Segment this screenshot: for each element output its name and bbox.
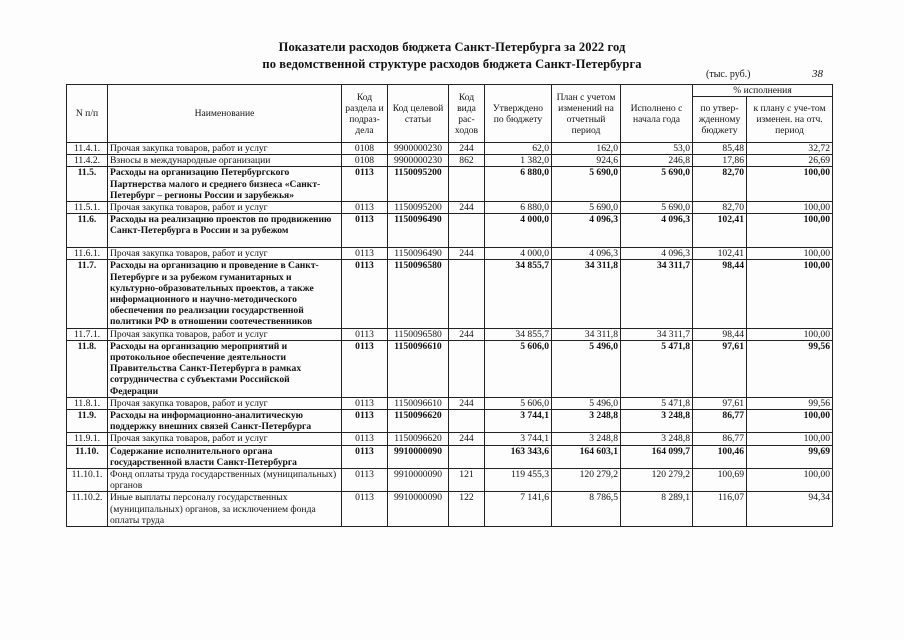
row-approved: 3 744,1 xyxy=(485,410,552,433)
row-number: 11.6. xyxy=(67,214,108,248)
row-number: 11.4.1. xyxy=(67,143,108,155)
row-target-code: 9900000230 xyxy=(388,143,449,155)
row-kind-code xyxy=(449,340,485,397)
row-kind-code xyxy=(449,167,485,202)
row-pct-approved: 100,69 xyxy=(693,469,747,492)
table-row xyxy=(67,214,833,248)
row-executed: 34 311,7 xyxy=(621,328,693,340)
page-number: 38 xyxy=(812,68,823,80)
document-subtitle: по ведомственной структуре расходов бюджета Санкт-Петербурга xyxy=(262,57,642,71)
row-section-code: 0113 xyxy=(342,397,388,409)
row-pct-plan: 100,00 xyxy=(747,328,833,340)
row-pct-approved: 98,44 xyxy=(693,260,747,328)
row-kind-code: 862 xyxy=(449,155,485,167)
row-pct-plan: 99,69 xyxy=(747,445,833,468)
row-pct-approved: 86,77 xyxy=(693,433,747,445)
row-kind-code: 122 xyxy=(449,492,485,527)
col-header-approved: Утверждено по бюджету xyxy=(485,85,552,143)
row-plan: 3 248,8 xyxy=(552,410,621,433)
row-section-code: 0113 xyxy=(342,433,388,445)
row-executed: 3 248,8 xyxy=(621,410,693,433)
table-row xyxy=(67,433,833,445)
row-executed: 4 096,3 xyxy=(621,248,693,260)
row-section-code: 0113 xyxy=(342,248,388,260)
row-number: 11.7.1. xyxy=(67,328,108,340)
row-target-code: 1150096620 xyxy=(388,410,449,433)
row-executed: 3 248,8 xyxy=(621,433,693,445)
row-target-code: 9910000090 xyxy=(388,469,449,492)
row-pct-approved: 97,61 xyxy=(693,397,747,409)
table-row xyxy=(67,397,833,409)
row-approved: 4 000,0 xyxy=(485,214,552,248)
row-number: 11.5. xyxy=(67,167,108,202)
row-kind-code: 244 xyxy=(449,202,485,214)
row-name: Содержание исполнительного органа государственной власти Санкт-Петербурга xyxy=(108,445,342,468)
row-kind-code: 244 xyxy=(449,433,485,445)
row-plan: 4 096,3 xyxy=(552,214,621,248)
col-header-name: Наименование xyxy=(108,85,342,143)
row-plan: 4 096,3 xyxy=(552,248,621,260)
table-row xyxy=(67,469,833,492)
row-number: 11.6.1. xyxy=(67,248,108,260)
row-pct-plan: 100,00 xyxy=(747,214,833,248)
row-pct-plan: 100,00 xyxy=(747,202,833,214)
row-approved: 34 855,7 xyxy=(485,260,552,328)
row-target-code: 1150096610 xyxy=(388,397,449,409)
col-header-pct-plan: к плану с уче-том изменен. на отч. период xyxy=(747,97,833,143)
row-approved: 6 880,0 xyxy=(485,202,552,214)
row-kind-code: 244 xyxy=(449,248,485,260)
row-name: Расходы на организацию Петербургского Партнерства малого и среднего бизнеса «Санкт-Петербург – регионы России и зарубежья» xyxy=(108,167,342,202)
row-target-code: 1150096580 xyxy=(388,260,449,328)
row-executed: 53,0 xyxy=(621,143,693,155)
table-body xyxy=(67,143,833,527)
row-pct-approved: 102,41 xyxy=(693,214,747,248)
row-pct-approved: 97,61 xyxy=(693,340,747,397)
row-target-code: 1150096610 xyxy=(388,340,449,397)
row-number: 11.10.1. xyxy=(67,469,108,492)
row-plan: 34 311,8 xyxy=(552,328,621,340)
row-executed: 5 471,8 xyxy=(621,340,693,397)
row-target-code: 1150096620 xyxy=(388,433,449,445)
row-section-code: 0113 xyxy=(342,340,388,397)
row-plan: 924,6 xyxy=(552,155,621,167)
row-kind-code xyxy=(449,260,485,328)
row-plan: 5 690,0 xyxy=(552,202,621,214)
row-pct-plan: 94,34 xyxy=(747,492,833,527)
row-name: Прочая закупка товаров, работ и услуг xyxy=(108,143,342,155)
row-section-code: 0108 xyxy=(342,143,388,155)
row-plan: 162,0 xyxy=(552,143,621,155)
row-plan: 3 248,8 xyxy=(552,433,621,445)
row-number: 11.10.2. xyxy=(67,492,108,527)
row-approved: 5 606,0 xyxy=(485,397,552,409)
row-name: Прочая закупка товаров, работ и услуг xyxy=(108,433,342,445)
row-kind-code: 121 xyxy=(449,469,485,492)
row-pct-approved: 82,70 xyxy=(693,202,747,214)
table-row xyxy=(67,492,833,527)
row-pct-plan: 99,56 xyxy=(747,397,833,409)
row-section-code: 0113 xyxy=(342,202,388,214)
row-plan: 34 311,8 xyxy=(552,260,621,328)
row-kind-code xyxy=(449,445,485,468)
row-name: Прочая закупка товаров, работ и услуг xyxy=(108,202,342,214)
expenses-table xyxy=(66,84,833,527)
row-number: 11.5.1. xyxy=(67,202,108,214)
row-section-code: 0113 xyxy=(342,167,388,202)
row-name: Прочая закупка товаров, работ и услуг xyxy=(108,328,342,340)
row-kind-code xyxy=(449,410,485,433)
row-executed: 4 096,3 xyxy=(621,214,693,248)
row-target-code: 9910000090 xyxy=(388,492,449,527)
table-row xyxy=(67,202,833,214)
row-approved: 34 855,7 xyxy=(485,328,552,340)
row-name: Прочая закупка товаров, работ и услуг xyxy=(108,397,342,409)
row-pct-plan: 32,72 xyxy=(747,143,833,155)
row-pct-approved: 85,48 xyxy=(693,143,747,155)
row-number: 11.10. xyxy=(67,445,108,468)
col-header-pct-approved: по утвер-жденному бюджету xyxy=(693,97,747,143)
table-row xyxy=(67,340,833,397)
row-section-code: 0113 xyxy=(342,214,388,248)
row-approved: 1 382,0 xyxy=(485,155,552,167)
row-section-code: 0113 xyxy=(342,328,388,340)
row-pct-plan: 100,00 xyxy=(747,410,833,433)
row-executed: 34 311,7 xyxy=(621,260,693,328)
row-name: Иные выплаты персоналу государственных (муниципальных) органов, за исключением фонда оплаты труда xyxy=(108,492,342,527)
row-approved: 119 455,3 xyxy=(485,469,552,492)
col-header-plan: План с учетом изменений на отчетный период xyxy=(552,85,621,143)
row-target-code: 1150095200 xyxy=(388,167,449,202)
row-executed: 246,8 xyxy=(621,155,693,167)
row-target-code: 1150096490 xyxy=(388,248,449,260)
table-row xyxy=(67,410,833,433)
row-kind-code xyxy=(449,214,485,248)
row-name: Прочая закупка товаров, работ и услуг xyxy=(108,248,342,260)
row-section-code: 0108 xyxy=(342,155,388,167)
row-name: Расходы на организацию и проведение в Санкт-Петербурге и за рубежом гуманитарных и культурно-образовательных проектов, а также информационного и научно-методического обеспечения по реализации государственной политики РФ в отношении соотечественников xyxy=(108,260,342,328)
row-pct-approved: 116,07 xyxy=(693,492,747,527)
row-pct-approved: 100,46 xyxy=(693,445,747,468)
row-plan: 8 786,5 xyxy=(552,492,621,527)
row-number: 11.9.1. xyxy=(67,433,108,445)
row-executed: 5 471,8 xyxy=(621,397,693,409)
row-kind-code: 244 xyxy=(449,328,485,340)
row-plan: 5 496,0 xyxy=(552,340,621,397)
row-name: Расходы на информационно-аналитическую поддержку внешних связей Санкт-Петербурга xyxy=(108,410,342,433)
row-kind-code: 244 xyxy=(449,143,485,155)
row-target-code: 1150096580 xyxy=(388,328,449,340)
table-row xyxy=(67,260,833,328)
row-approved: 163 343,6 xyxy=(485,445,552,468)
row-name: Фонд оплаты труда государственных (муниципальных) органов xyxy=(108,469,342,492)
row-section-code: 0113 xyxy=(342,260,388,328)
row-pct-approved: 102,41 xyxy=(693,248,747,260)
row-approved: 4 000,0 xyxy=(485,248,552,260)
table-row xyxy=(67,143,833,155)
row-approved: 7 141,6 xyxy=(485,492,552,527)
document-title: Показатели расходов бюджета Санкт-Петербурга за 2022 год xyxy=(278,40,626,54)
row-pct-approved: 82,70 xyxy=(693,167,747,202)
row-kind-code: 244 xyxy=(449,397,485,409)
row-approved: 6 880,0 xyxy=(485,167,552,202)
row-plan: 5 690,0 xyxy=(552,167,621,202)
row-section-code: 0113 xyxy=(342,410,388,433)
col-header-executed: Исполнено с начала года xyxy=(621,85,693,143)
row-executed: 5 690,0 xyxy=(621,167,693,202)
row-plan: 5 496,0 xyxy=(552,397,621,409)
row-approved: 3 744,1 xyxy=(485,433,552,445)
row-pct-plan: 100,00 xyxy=(747,469,833,492)
row-target-code: 9910000090 xyxy=(388,445,449,468)
row-pct-plan: 26,69 xyxy=(747,155,833,167)
row-pct-plan: 100,00 xyxy=(747,433,833,445)
row-target-code: 1150096490 xyxy=(388,214,449,248)
row-section-code: 0113 xyxy=(342,469,388,492)
table-row xyxy=(67,328,833,340)
row-number: 11.8.1. xyxy=(67,397,108,409)
row-section-code: 0113 xyxy=(342,445,388,468)
table-row xyxy=(67,445,833,468)
row-pct-plan: 99,56 xyxy=(747,340,833,397)
row-plan: 120 279,2 xyxy=(552,469,621,492)
row-plan: 164 603,1 xyxy=(552,445,621,468)
col-header-target: Код целевой статьи xyxy=(388,85,449,143)
table-row xyxy=(67,248,833,260)
col-header-num: N п/п xyxy=(67,85,108,143)
row-section-code: 0113 xyxy=(342,492,388,527)
row-name: Расходы на реализацию проектов по продвижению Санкт-Петербурга в России и за рубежом xyxy=(108,214,342,248)
table-row xyxy=(67,155,833,167)
row-number: 11.4.2. xyxy=(67,155,108,167)
row-executed: 5 690,0 xyxy=(621,202,693,214)
col-header-pct-group: % исполнения xyxy=(693,85,833,97)
row-target-code: 9900000230 xyxy=(388,155,449,167)
row-pct-approved: 17,86 xyxy=(693,155,747,167)
row-pct-plan: 100,00 xyxy=(747,248,833,260)
col-header-section: Код раздела и подраз-дела xyxy=(342,85,388,143)
row-target-code: 1150095200 xyxy=(388,202,449,214)
row-number: 11.7. xyxy=(67,260,108,328)
row-name: Взносы в международные организации xyxy=(108,155,342,167)
row-pct-plan: 100,00 xyxy=(747,167,833,202)
row-number: 11.8. xyxy=(67,340,108,397)
units-label: (тыс. руб.) xyxy=(706,69,751,80)
row-name: Расходы на организацию мероприятий и протокольное обеспечение деятельности Правительства Санкт-Петербурга в рамках сотрудничества с субъектами Российской Федерации xyxy=(108,340,342,397)
row-pct-approved: 86,77 xyxy=(693,410,747,433)
row-approved: 5 606,0 xyxy=(485,340,552,397)
row-pct-approved: 98,44 xyxy=(693,328,747,340)
row-number: 11.9. xyxy=(67,410,108,433)
row-pct-plan: 100,00 xyxy=(747,260,833,328)
col-header-kind: Код вида рас-ходов xyxy=(449,85,485,143)
table-row xyxy=(67,167,833,202)
row-executed: 164 099,7 xyxy=(621,445,693,468)
row-executed: 120 279,2 xyxy=(621,469,693,492)
row-executed: 8 289,1 xyxy=(621,492,693,527)
row-approved: 62,0 xyxy=(485,143,552,155)
